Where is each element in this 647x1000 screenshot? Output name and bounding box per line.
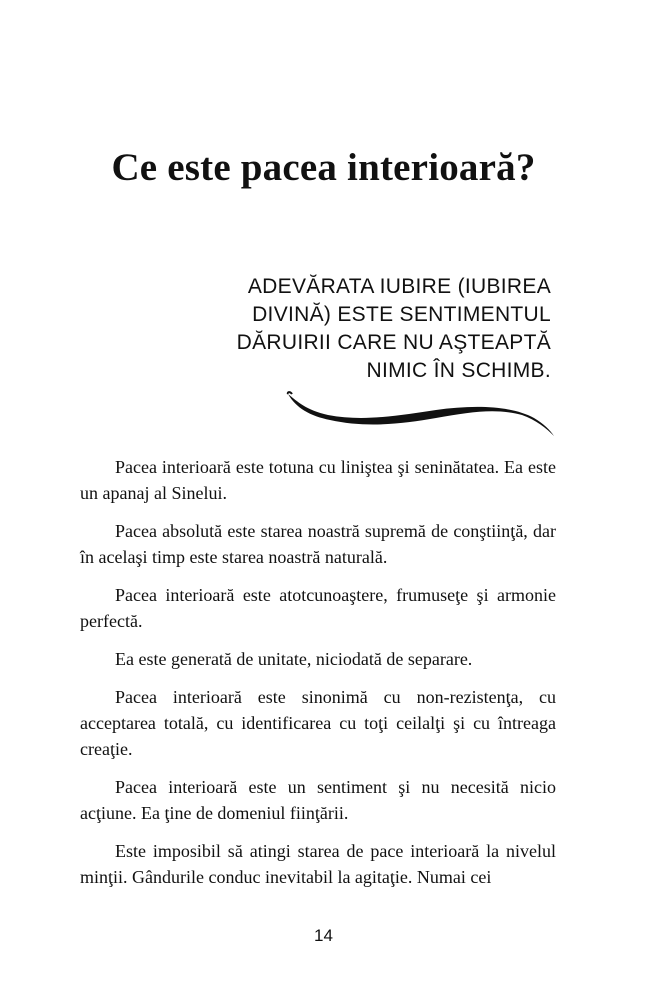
chapter-title: Ce este pacea interioară? bbox=[111, 146, 536, 189]
pull-quote-line: DIVINĂ) ESTE SENTIMENTUL bbox=[252, 303, 551, 326]
swash-flourish-icon bbox=[284, 388, 556, 440]
paragraph: Pacea absolută este starea noastră supremă de conştiinţă, dar în acelaşi timp este starea noastră naturală. bbox=[80, 521, 556, 567]
paragraph: Pacea interioară este sinonimă cu non-rezistenţa, cu acceptarea totală, cu identificarea cu toţi ceilalţi şi cu întreaga creaţie. bbox=[80, 687, 556, 759]
body-text bbox=[80, 454, 556, 902]
pull-quote bbox=[211, 273, 551, 385]
paragraph: Este imposibil să atingi starea de pace interioară la nivelul minţii. Gândurile conduc inevitabil la agitaţie. Numai cei bbox=[80, 841, 556, 887]
paragraph: Pacea interioară este un sentiment şi nu necesită nicio acţiune. Ea ţine de domeniul fiinţării. bbox=[80, 777, 556, 823]
paragraph: Pacea interioară este totuna cu liniştea şi seninătatea. Ea este un apanaj al Sinelui. bbox=[80, 457, 556, 503]
paragraph: Pacea interioară este atotcunoaştere, frumuseţe şi armonie perfectă. bbox=[80, 585, 556, 631]
page-number: 14 bbox=[314, 926, 333, 945]
paragraph: Ea este generată de unitate, niciodată de separare. bbox=[115, 649, 473, 669]
pull-quote-line: DĂRUIRII CARE NU AŞTEAPTĂ bbox=[236, 331, 551, 354]
pull-quote-line: ADEVĂRATA IUBIRE (IUBIREA bbox=[247, 275, 551, 298]
pull-quote-line: NIMIC ÎN SCHIMB. bbox=[366, 359, 551, 382]
